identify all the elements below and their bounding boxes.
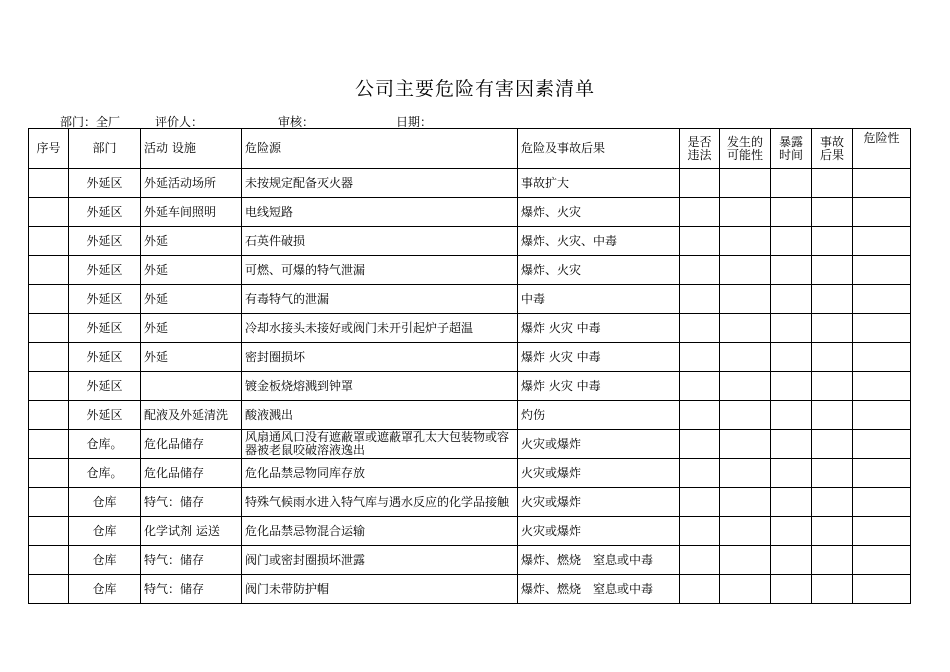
exposure-cell xyxy=(771,517,812,546)
consequence-cell: 爆炸、燃烧 窒息或中毒 xyxy=(518,546,680,575)
accident-cell xyxy=(812,314,853,343)
hazard-cell: 阀门或密封圈损坏泄露 xyxy=(242,546,518,575)
seq-cell xyxy=(29,169,69,198)
hazard-table xyxy=(28,128,911,604)
exposure-cell xyxy=(771,314,812,343)
exposure-cell xyxy=(771,198,812,227)
dept-cell: 外延区 xyxy=(69,285,141,314)
hazard-cell: 镀金板烧熔溅到钟罩 xyxy=(242,372,518,401)
violation-cell xyxy=(680,256,720,285)
likelihood-cell xyxy=(720,517,771,546)
likelihood-cell xyxy=(720,256,771,285)
likelihood-cell xyxy=(720,285,771,314)
likelihood-cell xyxy=(720,401,771,430)
seq-cell xyxy=(29,488,69,517)
table-row xyxy=(29,227,911,256)
header-seq: 序号 xyxy=(29,129,69,169)
table-row xyxy=(29,459,911,488)
seq-cell xyxy=(29,285,69,314)
violation-cell xyxy=(680,227,720,256)
likelihood-cell xyxy=(720,430,771,459)
activity-cell: 配液及外延清洗 xyxy=(141,401,242,430)
activity-cell: 危化品储存 xyxy=(141,430,242,459)
hazard-cell: 危化品禁忌物同库存放 xyxy=(242,459,518,488)
date-field: 日期： xyxy=(396,115,433,129)
exposure-cell xyxy=(771,372,812,401)
table-row xyxy=(29,314,911,343)
risk-cell xyxy=(853,517,911,546)
accident-cell xyxy=(812,343,853,372)
consequence-cell: 爆炸、燃烧 窒息或中毒 xyxy=(518,575,680,604)
header-likelihood: 发生的 可能性 xyxy=(720,129,771,169)
risk-cell xyxy=(853,372,911,401)
risk-cell xyxy=(853,169,911,198)
activity-cell xyxy=(141,372,242,401)
hazard-cell: 酸液溅出 xyxy=(242,401,518,430)
accident-cell xyxy=(812,459,853,488)
hazard-cell: 特殊气候雨水进入特气库与遇水反应的化学品接触 xyxy=(242,488,518,517)
consequence-cell: 中毒 xyxy=(518,285,680,314)
violation-cell xyxy=(680,430,720,459)
risk-cell xyxy=(853,256,911,285)
activity-cell: 危化品储存 xyxy=(141,459,242,488)
risk-cell xyxy=(853,314,911,343)
accident-cell xyxy=(812,198,853,227)
likelihood-cell xyxy=(720,227,771,256)
evaluator-field: 评价人： xyxy=(155,115,204,129)
page-title: 公司主要危险有害因素清单 xyxy=(354,78,595,100)
dept-cell: 仓库 xyxy=(69,517,141,546)
dept-cell: 外延区 xyxy=(69,198,141,227)
violation-cell xyxy=(680,285,720,314)
dept-cell: 仓库 xyxy=(69,488,141,517)
exposure-cell xyxy=(771,227,812,256)
table-row xyxy=(29,285,911,314)
dept-cell: 外延区 xyxy=(69,343,141,372)
activity-cell: 特气：储存 xyxy=(141,488,242,517)
dept-cell: 外延区 xyxy=(69,314,141,343)
likelihood-cell xyxy=(720,169,771,198)
table-row xyxy=(29,575,911,604)
exposure-cell xyxy=(771,343,812,372)
activity-cell: 化学试剂 运送 xyxy=(141,517,242,546)
seq-cell xyxy=(29,343,69,372)
risk-cell xyxy=(853,488,911,517)
exposure-cell xyxy=(771,401,812,430)
violation-cell xyxy=(680,198,720,227)
consequence-cell: 火灾或爆炸 xyxy=(518,488,680,517)
risk-cell xyxy=(853,198,911,227)
likelihood-cell xyxy=(720,488,771,517)
consequence-cell: 灼伤 xyxy=(518,401,680,430)
dept-cell: 仓库。 xyxy=(69,459,141,488)
department-field: 部门：全厂 xyxy=(60,115,121,129)
exposure-cell xyxy=(771,430,812,459)
seq-cell xyxy=(29,372,69,401)
seq-cell xyxy=(29,430,69,459)
consequence-cell: 爆炸 火灾 中毒 xyxy=(518,343,680,372)
header-violation: 是否 违法 xyxy=(680,129,720,169)
consequence-cell: 火灾或爆炸 xyxy=(518,517,680,546)
seq-cell xyxy=(29,256,69,285)
violation-cell xyxy=(680,372,720,401)
seq-cell xyxy=(29,575,69,604)
activity-cell: 外延 xyxy=(141,343,242,372)
accident-cell xyxy=(812,488,853,517)
dept-cell: 仓库。 xyxy=(69,430,141,459)
accident-cell xyxy=(812,517,853,546)
violation-cell xyxy=(680,169,720,198)
hazard-cell: 密封圈损坏 xyxy=(242,343,518,372)
exposure-cell xyxy=(771,546,812,575)
risk-cell xyxy=(853,430,911,459)
activity-cell: 外延 xyxy=(141,285,242,314)
hazard-cell: 有毒特气的泄漏 xyxy=(242,285,518,314)
violation-cell xyxy=(680,517,720,546)
consequence-cell: 火灾或爆炸 xyxy=(518,430,680,459)
dept-cell: 仓库 xyxy=(69,575,141,604)
exposure-cell xyxy=(771,256,812,285)
table-row xyxy=(29,256,911,285)
dept-cell: 外延区 xyxy=(69,169,141,198)
accident-cell xyxy=(812,227,853,256)
violation-cell xyxy=(680,488,720,517)
seq-cell xyxy=(29,401,69,430)
consequence-cell: 事故扩大 xyxy=(518,169,680,198)
likelihood-cell xyxy=(720,546,771,575)
accident-cell xyxy=(812,372,853,401)
table-row xyxy=(29,343,911,372)
consequence-cell: 爆炸、火灾、中毒 xyxy=(518,227,680,256)
seq-cell xyxy=(29,198,69,227)
table-row xyxy=(29,198,911,227)
exposure-cell xyxy=(771,575,812,604)
activity-cell: 特气：储存 xyxy=(141,575,242,604)
violation-cell xyxy=(680,314,720,343)
exposure-cell xyxy=(771,488,812,517)
likelihood-cell xyxy=(720,575,771,604)
header-hazard: 危险源 xyxy=(242,129,518,169)
accident-cell xyxy=(812,546,853,575)
hazard-cell: 可燃、可爆的特气泄漏 xyxy=(242,256,518,285)
accident-cell xyxy=(812,285,853,314)
risk-cell xyxy=(853,285,911,314)
table-row xyxy=(29,169,911,198)
exposure-cell xyxy=(771,459,812,488)
table-row xyxy=(29,430,911,459)
activity-cell: 外延车间照明 xyxy=(141,198,242,227)
violation-cell xyxy=(680,459,720,488)
seq-cell xyxy=(29,517,69,546)
header-accident: 事故 后果 xyxy=(812,129,853,169)
seq-cell xyxy=(29,227,69,256)
seq-cell xyxy=(29,459,69,488)
likelihood-cell xyxy=(720,314,771,343)
risk-cell xyxy=(853,401,911,430)
accident-cell xyxy=(812,401,853,430)
hazard-cell: 石英件破损 xyxy=(242,227,518,256)
hazard-cell: 冷却水接头未接好或阀门未开引起炉子超温 xyxy=(242,314,518,343)
violation-cell xyxy=(680,575,720,604)
likelihood-cell xyxy=(720,343,771,372)
activity-cell: 外延活动场所 xyxy=(141,169,242,198)
hazard-cell: 未按规定配备灭火器 xyxy=(242,169,518,198)
header-activity: 活动 设施 xyxy=(141,129,242,169)
table-row xyxy=(29,401,911,430)
consequence-cell: 爆炸 火灾 中毒 xyxy=(518,372,680,401)
seq-cell xyxy=(29,546,69,575)
likelihood-cell xyxy=(720,459,771,488)
violation-cell xyxy=(680,546,720,575)
dept-cell: 外延区 xyxy=(69,401,141,430)
dept-cell: 外延区 xyxy=(69,372,141,401)
table-header-row xyxy=(29,129,911,169)
dept-cell: 外延区 xyxy=(69,256,141,285)
consequence-cell: 爆炸、火灾 xyxy=(518,256,680,285)
header-exposure: 暴露 时间 xyxy=(771,129,812,169)
hazard-cell: 电线短路 xyxy=(242,198,518,227)
hazard-cell: 阀门未带防护帽 xyxy=(242,575,518,604)
table-row xyxy=(29,517,911,546)
exposure-cell xyxy=(771,169,812,198)
risk-cell xyxy=(853,343,911,372)
accident-cell xyxy=(812,575,853,604)
activity-cell: 外延 xyxy=(141,227,242,256)
table-row xyxy=(29,488,911,517)
hazard-cell: 风扇通风口没有遮蔽罩或遮蔽罩孔太大包装物或容器被老鼠咬破溶液逸出 xyxy=(242,430,518,459)
hazard-cell: 危化品禁忌物混合运输 xyxy=(242,517,518,546)
reviewer-field: 审核： xyxy=(278,115,315,129)
violation-cell xyxy=(680,401,720,430)
exposure-cell xyxy=(771,285,812,314)
table-row xyxy=(29,546,911,575)
violation-cell xyxy=(680,343,720,372)
risk-cell xyxy=(853,575,911,604)
consequence-cell: 爆炸 火灾 中毒 xyxy=(518,314,680,343)
header-dept: 部门 xyxy=(69,129,141,169)
risk-cell xyxy=(853,459,911,488)
activity-cell: 特气：储存 xyxy=(141,546,242,575)
activity-cell: 外延 xyxy=(141,314,242,343)
risk-cell xyxy=(853,546,911,575)
consequence-cell: 爆炸、火灾 xyxy=(518,198,680,227)
likelihood-cell xyxy=(720,372,771,401)
seq-cell xyxy=(29,314,69,343)
dept-cell: 仓库 xyxy=(69,546,141,575)
activity-cell: 外延 xyxy=(141,256,242,285)
table-row xyxy=(29,372,911,401)
risk-cell xyxy=(853,227,911,256)
accident-cell xyxy=(812,430,853,459)
likelihood-cell xyxy=(720,198,771,227)
accident-cell xyxy=(812,169,853,198)
consequence-cell: 火灾或爆炸 xyxy=(518,459,680,488)
header-risk: 危险性 xyxy=(853,129,911,169)
dept-cell: 外延区 xyxy=(69,227,141,256)
header-consequence: 危险及事故后果 xyxy=(518,129,680,169)
accident-cell xyxy=(812,256,853,285)
